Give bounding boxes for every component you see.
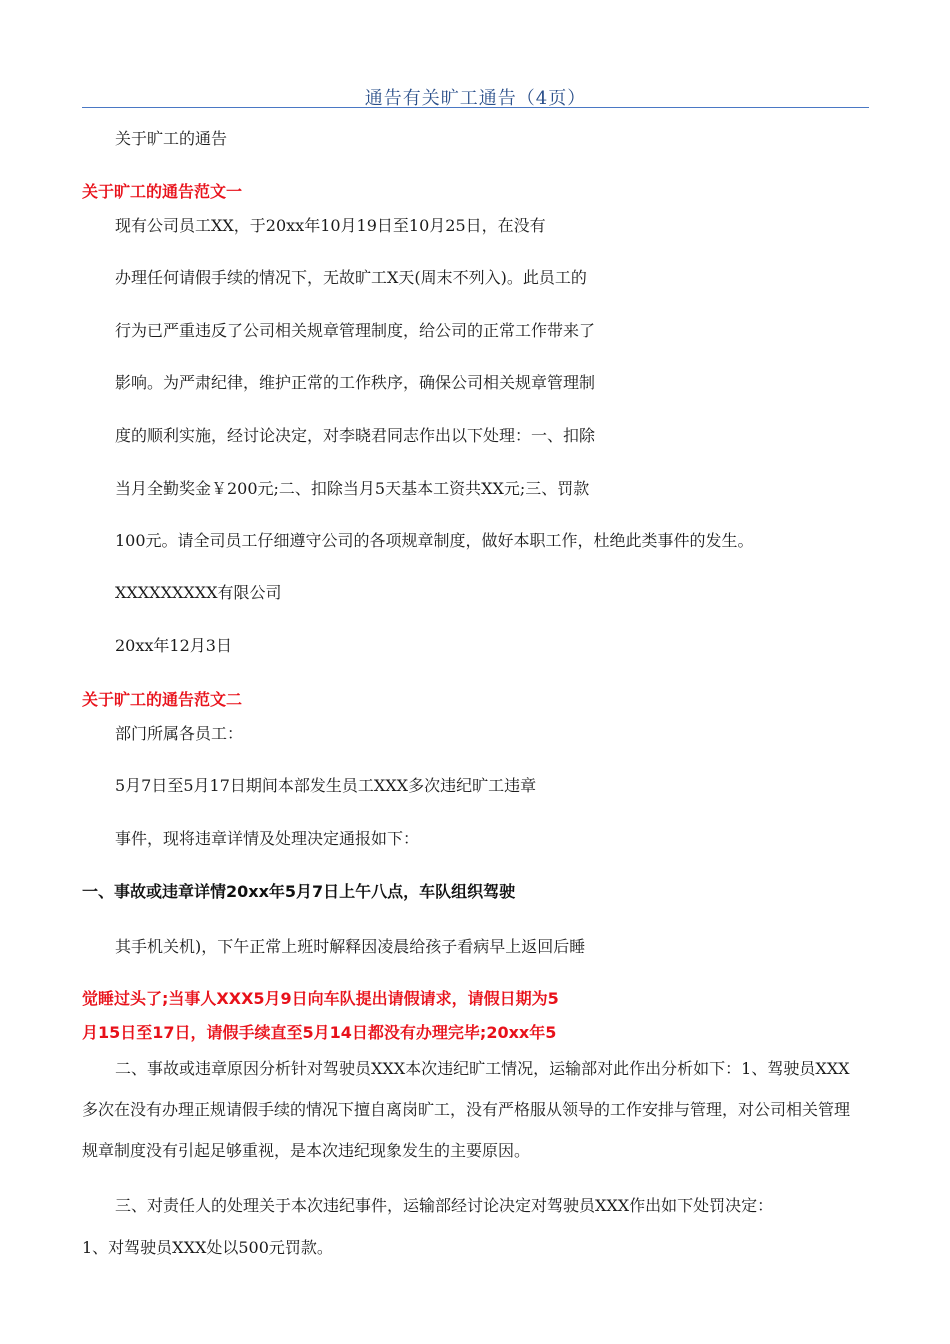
body-line: 事件，现将违章详情及处理决定通报如下： — [115, 829, 420, 848]
incident-detail-heading: 一、事故或违章详情20xx年5月7日上午八点，车队组织驾驶 — [82, 882, 516, 901]
penalty-paragraph: 三、对责任人的处理关于本次违纪事件，运输部经讨论决定对驾驶员XXX作出如下处罚决定： — [115, 1196, 774, 1215]
penalty-item-1: 1、对驾驶员XXX处以500元罚款。 — [82, 1238, 333, 1257]
section-heading-2: 关于旷工的通告范文二 — [82, 690, 243, 709]
intro-title: 关于旷工的通告 — [115, 129, 228, 148]
body-line: 办理任何请假手续的情况下，无故旷工X天(周末不列入)。此员工的 — [115, 268, 587, 287]
body-line: 部门所属各员工： — [115, 724, 244, 743]
red-highlight-line: 觉睡过头了;当事人XXX5月9日向车队提出请假请求，请假日期为5 — [82, 989, 559, 1008]
body-line: 5月7日至5月17日期间本部发生员工XXX多次违纪旷工违章 — [115, 776, 537, 795]
company-signature: XXXXXXXXX有限公司 — [115, 583, 282, 602]
page-header-title: 通告有关旷工通告（4页） — [364, 88, 587, 109]
notice-date: 20xx年12月3日 — [115, 636, 232, 655]
body-line: 100元。请全司员工仔细遵守公司的各项规章制度，做好本职工作，杜绝此类事件的发生。 — [115, 531, 754, 550]
red-highlight-line: 月15日至17日，请假手续直至5月14日都没有办理完毕;20xx年5 — [82, 1023, 557, 1042]
header-divider — [82, 107, 869, 108]
body-line: 现有公司员工XX，于20xx年10月19日至10月25日，在没有 — [115, 216, 546, 235]
body-line: 当月全勤奖金￥200元;二、扣除当月5天基本工资共XX元;三、罚款 — [115, 479, 590, 498]
analysis-paragraph: 二、事故或违章原因分析针对驾驶员XXX本次违纪旷工情况，运输部对此作出分析如下：1、驾驶员XXX多次在没有办理正规请假手续的情况下擅自离岗旷工，没有严格服从领导的工作安排与管理，对公司相关管理规章制度没有引起足够重视，是本次违纪现象发生的主要原因。 — [82, 1059, 851, 1160]
body-line: 其手机关机)，下午正常上班时解释因凌晨给孩子看病早上返回后睡 — [115, 937, 586, 956]
body-line: 影响。为严肃纪律，维护正常的工作秩序，确保公司相关规章管理制 — [115, 373, 596, 392]
body-line: 度的顺利实施，经讨论决定，对李晓君同志作出以下处理：一、扣除 — [115, 426, 596, 445]
section-heading-1: 关于旷工的通告范文一 — [82, 182, 243, 201]
body-line: 行为已严重违反了公司相关规章管理制度，给公司的正常工作带来了 — [115, 321, 596, 340]
